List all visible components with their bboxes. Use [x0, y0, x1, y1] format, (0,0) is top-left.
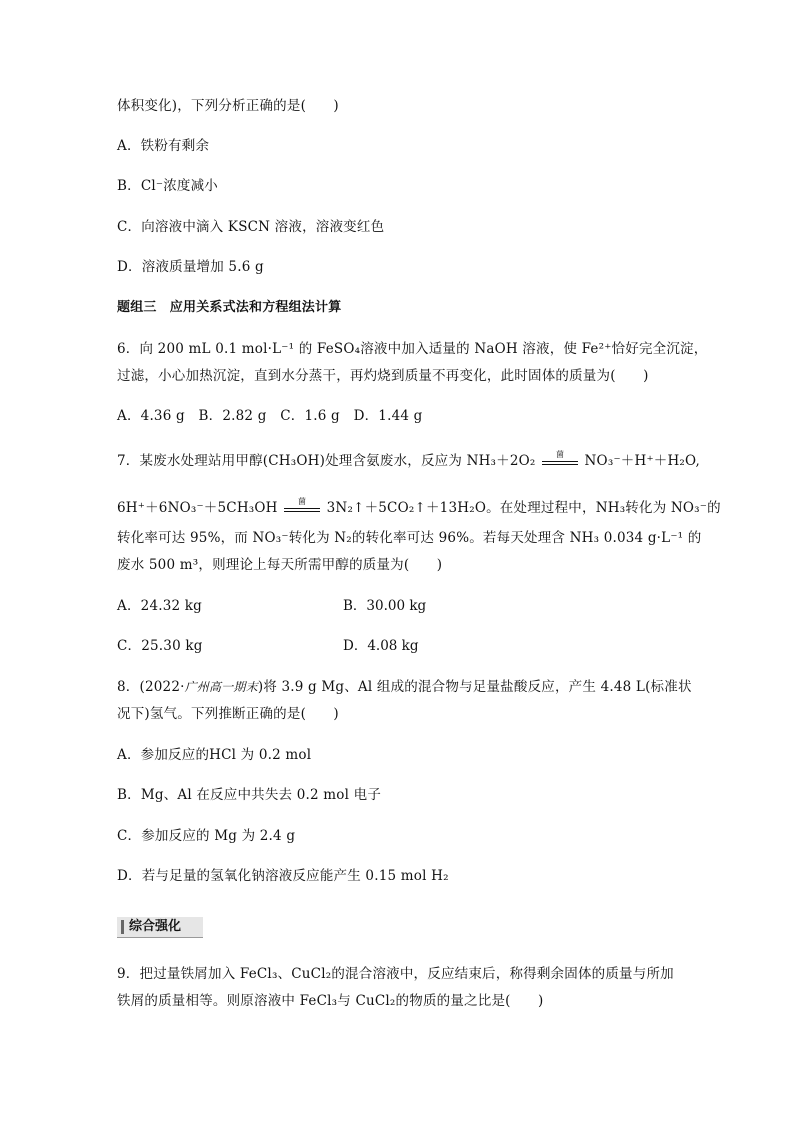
q8-option-b: B．Mg、Al 在反应中共失去 0.2 mol 电子 — [117, 787, 382, 803]
q8-option-c: C．参加反应的 Mg 为 2.4 g — [117, 828, 296, 844]
q7-option-b: B．30.00 kg — [343, 598, 427, 614]
group-3-heading: 题组三 应用关系式法和方程组法计算 — [117, 300, 342, 315]
question-5-stem-end: 体积变化)，下列分析正确的是( ) — [117, 98, 339, 114]
section-marker — [121, 920, 124, 934]
q8-source: 广州高一期末 — [184, 680, 258, 694]
q8-stem-text: )将 3.9 g Mg、Al 组成的混合物与足量盐酸反应，产生 4.48 L(标准状 — [257, 679, 692, 695]
q9-stem-line1: 9．把过量铁屑加入 FeCl₃、CuCl₂的混合溶液中，反应结束后，称得剩余固体的质量与所加 — [117, 966, 674, 982]
q7-stem-line3: 转化率可达 95%，而 NO₃⁻转化为 N₂的转化率可达 96%。若每天处理含 NH₃ 0.034 g·L⁻¹ 的 — [117, 530, 702, 546]
q7-option-c: C．25.30 kg — [117, 638, 203, 654]
q7-stem-line2 — [117, 498, 721, 518]
q7-line1-text: 7．某废水处理站用甲醇(CH₃OH)处理含氨废水，反应为 NH₃＋2O₂ — [117, 453, 536, 469]
reaction-arrow-1 — [540, 451, 580, 471]
q8-option-d: D．若与足量的氢氧化钠溶液反应能产生 0.15 mol H₂ — [117, 868, 449, 884]
q8-option-a: A．参加反应的HCl 为 0.2 mol — [117, 747, 312, 763]
condition-label: 菌 — [298, 497, 307, 506]
q5-option-c: C．向溶液中滴入 KSCN 溶液，溶液变红色 — [117, 219, 385, 235]
q8-stem-line1 — [117, 677, 692, 697]
q7-line2-reactants: 6H⁺＋6NO₃⁻＋5CH₃OH — [117, 500, 278, 516]
q6-options: A．4.36 g B．2.82 g C．1.6 g D．1.44 g — [117, 408, 423, 424]
q5-option-d: D．溶液质量增加 5.6 g — [117, 259, 264, 275]
q7-stem-line1 — [117, 451, 700, 471]
q6-stem-line1: 6．向 200 mL 0.1 mol·L⁻¹ 的 FeSO₄溶液中加入适量的 NaOH 溶液，使 Fe²⁺恰好完全沉淀， — [117, 341, 708, 357]
reaction-arrow-2 — [282, 498, 322, 518]
section-banner — [117, 917, 203, 938]
q7-line1-products: NO₃⁻＋H⁺＋H₂O, — [584, 453, 701, 469]
q6-stem-line2: 过滤，小心加热沉淀，直到水分蒸干，再灼烧到质量不再变化，此时固体的质量为( ) — [117, 368, 649, 384]
q5-option-a: A．铁粉有剩余 — [117, 138, 210, 154]
q7-line2-products: 3N₂↑＋5CO₂↑＋13H₂O。在处理过程中，NH₃转化为 NO₃⁻的 — [326, 500, 721, 516]
q5-option-b: B．Cl⁻浓度减小 — [117, 178, 218, 194]
section-title: 综合强化 — [129, 919, 182, 934]
q7-stem-line4: 废水 500 m³，则理论上每天所需甲醇的质量为( ) — [117, 557, 443, 573]
q8-stem-line2: 况下)氢气。下列推断正确的是( ) — [117, 706, 339, 722]
condition-label: 菌 — [555, 450, 565, 459]
q7-option-a: A．24.32 kg — [117, 598, 203, 614]
q7-option-d: D．4.08 kg — [343, 638, 419, 654]
q9-stem-line2: 铁屑的质量相等。则原溶液中 FeCl₃与 CuCl₂的物质的量之比是( ) — [117, 993, 544, 1009]
q8-number: 8．(2022· — [117, 679, 185, 695]
